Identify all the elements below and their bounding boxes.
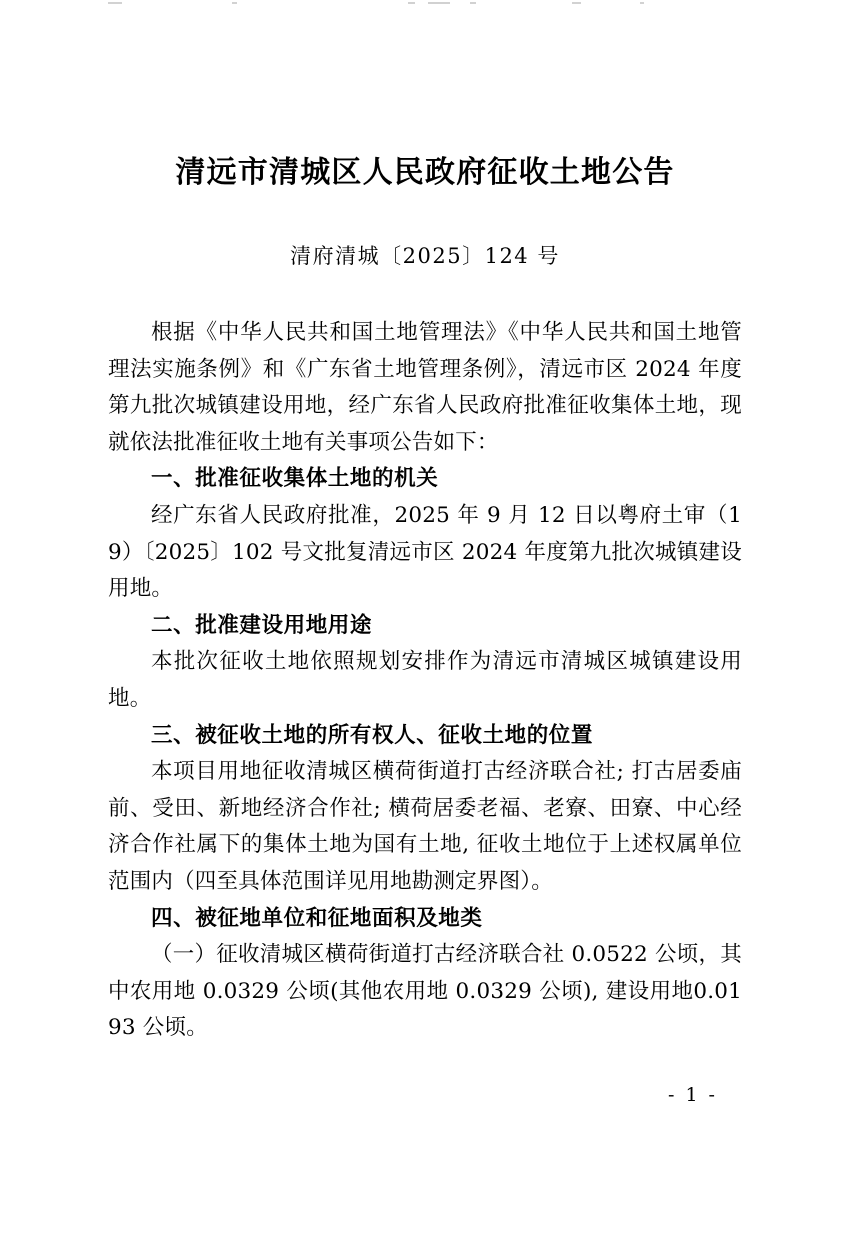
document-body — [108, 0, 742, 1047]
preamble-paragraph: 根据《中华人民共和国土地管理法》《中华人民共和国土地管理法实施条例》和《广东省土地管理条例》，清远市区 2024 年度第九批次城镇建设用地，经广东省人民政府批准征收集体土地，现就依法批准征收土地有关事项公告如下： — [108, 320, 742, 455]
page-footer — [0, 1082, 850, 1108]
section-heading-2: 二、批准建设用地用途 — [151, 612, 373, 638]
page-number-group — [668, 1082, 717, 1108]
section-body-2: 本批次征收土地依照规划安排作为清远市清城区城镇建设用地。 — [108, 649, 742, 711]
footer-dash-left: - — [668, 1084, 677, 1106]
section-body-3: 本项目用地征收清城区横荷街道打古经济联合社; 打古居委庙前、受田、新地经济合作社; 横荷居委老福、老寮、田寮、中心经济合作社属下的集体土地为国有土地, 征收土地位于上述权属单位范围内（四至具体范围详见用地勘测定界图）。 — [108, 759, 742, 894]
footer-dash-right: - — [708, 1084, 717, 1106]
section-heading-1: 一、批准征收集体土地的机关 — [151, 466, 439, 492]
footer-page-number: 1 — [685, 1084, 700, 1106]
section-heading-4: 四、被征地单位和征地面积及地类 — [151, 905, 483, 931]
page-title: 清远市清城区人民政府征收土地公告 — [175, 155, 675, 190]
document-content — [108, 271, 742, 1047]
document-number: 清府清城〔2025〕124 号 — [290, 244, 560, 268]
section-body-1: 经广东省人民政府批准，2025 年 9 月 12 日以粤府土审（19）〔2025〕102 号文批复清远市区 2024 年度第九批次城镇建设用地。 — [108, 502, 742, 602]
section-body-4: （一）征收清城区横荷街道打古经济联合社 0.0522 公顷，其中农用地 0.0329 公顷(其他农用地 0.0329 公顷), 建设用地0.0193 公顷。 — [108, 942, 742, 1041]
section-heading-3: 三、被征收土地的所有权人、征收土地的位置 — [151, 722, 594, 748]
